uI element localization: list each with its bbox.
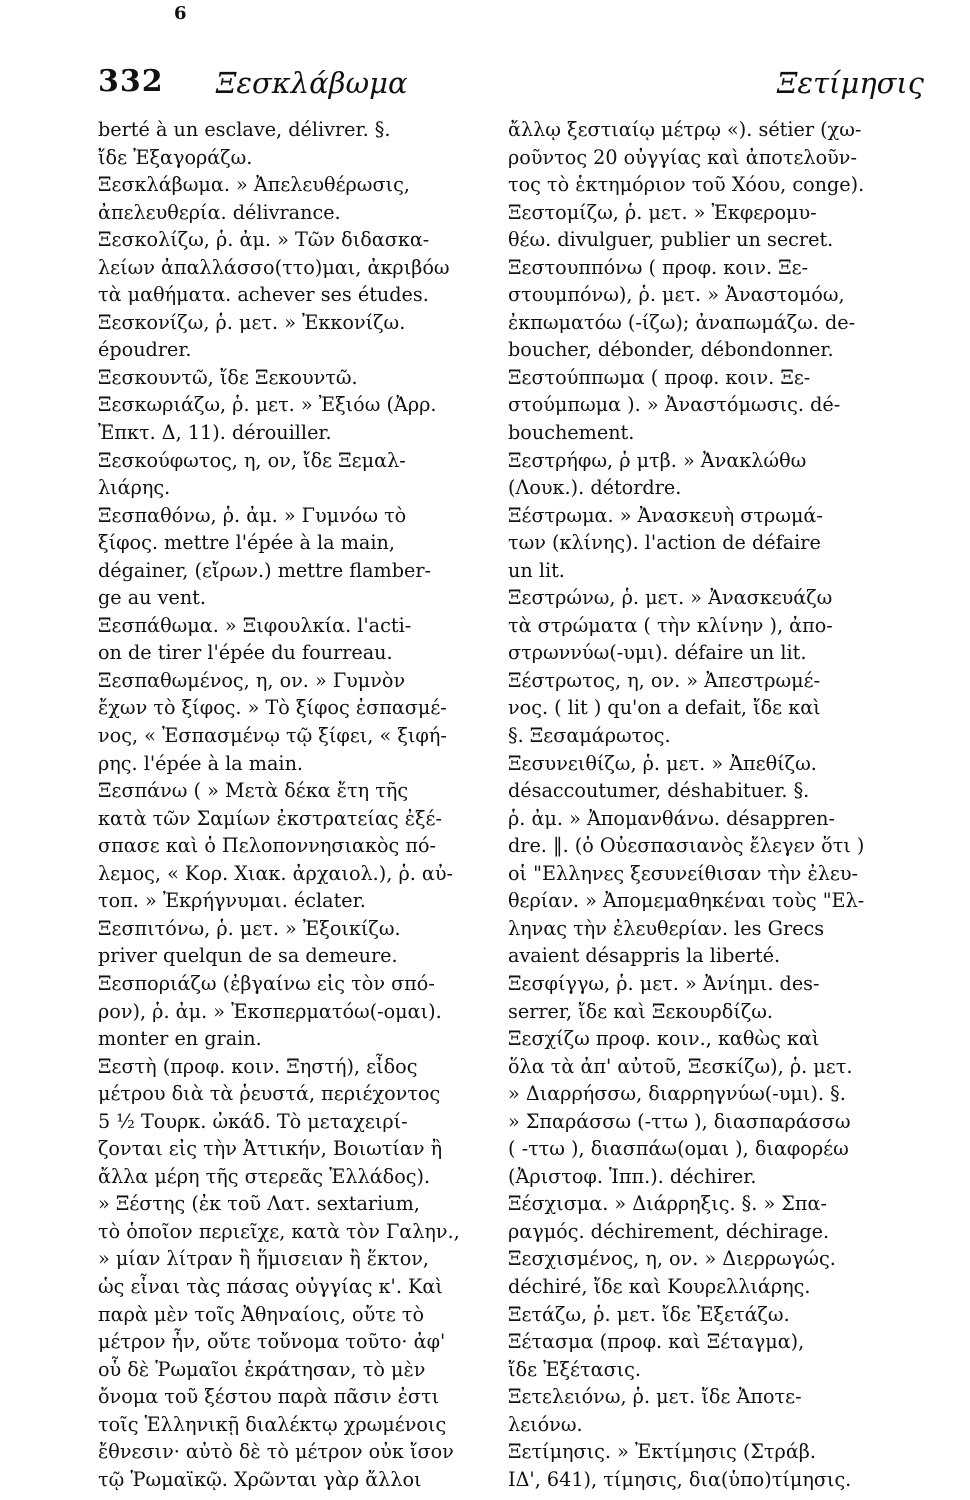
running-head-right: Ξετίμησις [776,66,924,100]
page-number: 332 [98,64,164,99]
text-line: Ξεσπαθωμένος, η, ον. » Γυμνὸν [98,668,406,692]
text-line: ἴδε Ἐξαγοράζω. [98,145,253,169]
text-line: Ξέστρωμα. » Ἀνασκευὴ στρωμά- [508,503,823,527]
text-line: λείων ἀπαλλάσσο(ττο)μαι, ἀκριβόω [98,255,450,279]
text-line: τοῖς Ἑλληνικῇ διαλέκτῳ χρωμένοις [98,1412,447,1436]
text-line: ge au vent. [98,586,206,610]
text-line: λειόνω. [508,1412,583,1436]
text-line: » μίαν λίτραν ἢ ἥμισειαν ἢ ἕκτον, [98,1247,430,1271]
page-header [98,62,924,106]
text-line: ζονται εἰς τὴν Ἀττικήν, Βοιωτίαν ἢ [98,1137,443,1161]
text-line: Ξετίμησις. » Ἐκτίμησις (Στράβ. [508,1440,816,1464]
text-line: ἴδε Ἐξέτασις. [508,1357,642,1381]
text-line: Ξεσκούφωτος, η, ον, ἴδε Ξεμαλ- [98,448,406,472]
text-line: Ξεστουππόνω ( προφ. κοιν. Ξε- [508,255,809,279]
text-line: μέτρου διὰ τὰ ῥευστά, περιέχοντος [98,1082,441,1106]
text-line: ρης. l'épée à la main. [98,751,304,775]
text-line: ἄλλῳ ξεστιαίῳ μέτρῳ «). sétier (χω- [508,118,862,141]
text-line: 5 ½ Τουρκ. ὠκάδ. Τὸ μεταχειρί- [98,1109,408,1133]
text-line: monter en grain. [98,1027,262,1051]
text-line: τὰ στρώματα ( τὴν κλίνην ), ἀπο- [508,613,833,637]
text-line: ληνας τὴν ἐλευθερίαν. les Grecs [508,916,825,940]
text-line: Ξεσκωριάζω, ῥ. μετ. » Ἐξιόω (Ἀρρ. [98,393,437,417]
text-line: Ξεστομίζω, ῥ. μετ. » Ἐκφερομυ- [508,200,817,224]
text-line: ραγμός. déchirement, déchirage. [508,1219,830,1243]
text-line: νος, « Ἐσπασμένῳ τῷ ξίφει, « ξιφή- [98,724,447,748]
text-line: Ξεσχισμένος, η, ον. » Διερρωγώς. [508,1247,836,1271]
text-line: θέω. divulguer, publier un secret. [508,228,834,252]
text-line: σπασε καὶ ὁ Πελοποννησιακὸς πό- [98,834,437,858]
page-mark: 6 [174,3,187,24]
text-line: ἐκπωματόω (-ίζω); ἀναπωμάζω. de- [508,310,856,334]
text-line: ἔχων τὸ ξίφος. » Τὸ ξίφος ἐσπασμέ- [98,696,447,720]
text-line: Ξεσχίζω προφ. κοιν., καθὼς καὶ [508,1027,820,1051]
text-line: Ξέσχισμα. » Διάρρηξις. §. » Σπα- [508,1192,827,1216]
text-line: Ξεσποριάζω (ἐβγαίνω εἰς τὸν σπό- [98,971,435,995]
text-line: ἔθνεσιν· αὐτὸ δὲ τὸ μέτρον οὐκ ἴσον [98,1440,454,1464]
text-line: ξίφος. mettre l'épée à la main, [98,531,395,555]
text-line: berté à un esclave, délivrer. §. [98,118,391,141]
text-line: Ξεσυνειθίζω, ῥ. μετ. » Ἀπεθίζω. [508,751,817,775]
text-line: λεμος, « Κορ. Χιακ. ἀρχαιολ.), ῥ. αὐ- [98,861,454,885]
text-line: στούμπωμα ). » Ἀναστόμωσις. dé- [508,393,841,417]
text-line: Ξετάζω, ῥ. μετ. ἴδε Ἐξετάζω. [508,1302,790,1326]
text-line: ΙΔ', 641), τίμησις, δια(ὑπο)τίμησις. [508,1467,852,1491]
text-line: » Σπαράσσω (-ττω ), διασπαράσσω [508,1109,851,1133]
text-line: (Λουκ.). détordre. [508,476,682,500]
text-line: Ξεσκλάβωμα. » Ἀπελευθέρωσις, [98,173,410,197]
text-line: Ξέστρωτος, η, ον. » Ἀπεστρωμέ- [508,668,821,692]
text-line: κατὰ τῶν Σαμίων ἐκστρατείας ἐξέ- [98,806,442,830]
text-line: θερίαν. » Ἀπομεμαθηκέναι τοὺς "Ελ- [508,889,865,913]
text-line: bouchement. [508,421,635,445]
text-line: ῥ. ἀμ. » Ἀπομανθάνω. désappren- [508,806,835,830]
text-line: on de tirer l'épée du fourreau. [98,641,393,665]
text-line: Ξετελειόνω, ῥ. μετ. ἴδε Ἀποτε- [508,1385,802,1409]
text-line: τὸ ὁποῖον περιεῖχε, κατὰ τὸν Γαλην., [98,1219,460,1243]
text-line: (Ἀριστοφ. Ἱππ.). déchirer. [508,1164,757,1188]
text-line: μέτρον ἦν, οὔτε τοὔνομα τοῦτο· ἀφ' [98,1330,446,1354]
text-line: λιάρης. [98,476,171,500]
text-line: époudrer. [98,338,192,362]
text-line: §. Ξεσαμάρωτος. [508,724,671,748]
running-head-left: Ξεσκλάβωμα [216,66,408,100]
text-line: Ξεστρώνω, ῥ. μετ. » Ἀνασκευάζω [508,586,833,610]
text-line: τος τὸ ἑκτημόριον τοῦ Χόου, conge). [508,173,865,197]
text-line: τῷ Ῥωμαϊκῷ. Χρῶνται γὰρ ἄλλοι [98,1467,422,1491]
text-line: serrer, ἴδε καὶ Ξεκουρδίζω. [508,999,773,1023]
text-line: Ξεστὴ (προφ. κοιν. Ξηστή), εἶδος [98,1054,418,1078]
text-line: Ξεσκολίζω, ῥ. ἀμ. » Τῶν διδασκα- [98,228,430,252]
text-line: priver quelqun de sa demeure. [98,944,398,968]
text-line: οἱ "Ελληνες ξεσυνείθισαν τὴν ἐλευ- [508,861,858,885]
text-line: Ξεστούππωμα ( προφ. κοιν. Ξε- [508,365,811,389]
text-line: ρον), ῥ. ἀμ. » Ἐκσπερματόω(-ομαι). [98,999,442,1023]
text-line: Ξεσκουντῶ, ἴδε Ξεκουντῶ. [98,365,358,389]
text-line: νος. ( lit ) qu'on a defait, ἴδε καὶ [508,696,821,720]
text-line: παρὰ μὲν τοῖς Ἀθηναίοις, οὔτε τὸ [98,1302,425,1326]
text-line: ὅλα τὰ ἀπ' αὐτοῦ, Ξεσκίζω), ῥ. μετ. [508,1054,853,1078]
text-line: ὡς εἶναι τὰς πάσας οὐγγίας κ'. Καὶ [98,1274,443,1298]
text-line: Ξεσπάθωμα. » Ξιφουλκία. l'acti- [98,613,412,637]
left-column [98,116,494,1493]
text-line: ὄνομα τοῦ ξέστου παρὰ πᾶσιν ἐστι [98,1385,440,1409]
text-line: dégainer, (εἴρων.) mettre flamber- [98,558,432,582]
text-line: οὗ δὲ Ῥωμαῖοι ἐκράτησαν, τὸ μὲν [98,1357,426,1381]
text-line: avaient désappris la liberté. [508,944,781,968]
text-line: ροῦντος 20 οὐγγίας καὶ ἀποτελοῦν- [508,145,857,169]
text-line: déchiré, ἴδε καὶ Κουρελλιάρης. [508,1274,811,1298]
text-line: ἄλλα μέρη τῆς στερεᾶς Ἑλλάδος). [98,1164,431,1188]
text-line: Ξεσπάνω ( » Μετὰ δέκα ἔτη τῆς [98,779,409,803]
text-line: » Ξέστης (ἐκ τοῦ Λατ. sextarium, [98,1192,420,1216]
text-line: Ξεστρήφω, ῥ μτβ. » Ἀνακλώθω [508,448,807,472]
text-line: » Διαρρήσσω, διαρρηγνύω(-υμι). §. [508,1082,846,1106]
text-line: Ξεσφίγγω, ῥ. μετ. » Ἀνίημι. des- [508,971,820,995]
text-line: τοπ. » Ἐκρήγνυμαι. éclater. [98,889,366,913]
text-line: Ξεσκονίζω, ῥ. μετ. » Ἐκκονίζω. [98,310,406,334]
text-line: Ξεσπιτόνω, ῥ. μετ. » Ἐξοικίζω. [98,916,401,940]
text-line: Ξεσπαθόνω, ῥ. ἀμ. » Γυμνόω τὸ [98,503,407,527]
text-line: un lit. [508,558,565,582]
text-line: ( -ττω ), διασπάω(ομαι ), διαφορέω [508,1137,849,1161]
text-line: στουμπόνω), ῥ. μετ. » Ἀναστομόω, [508,283,845,307]
text-line: Ξέτασμα (προφ. καὶ Ξέταγμα), [508,1330,805,1354]
text-line: boucher, débonder, débondonner. [508,338,834,362]
right-column [508,116,932,1493]
text-line: dre. ‖. (ὁ Οὐεσπασιανὸς ἔλεγεν ὅτι ) [508,834,865,858]
text-line: Ἐπκτ. Δ, 11). dérouiller. [98,421,332,445]
text-line: désaccoutumer, déshabituer. §. [508,779,810,803]
text-line: των (κλίνης). l'action de défaire [508,531,821,555]
text-line: ἀπελευθερία. délivrance. [98,200,341,224]
text-line: στρωννύω(-υμι). défaire un lit. [508,641,807,665]
text-line: τὰ μαθήματα. achever ses études. [98,283,429,307]
